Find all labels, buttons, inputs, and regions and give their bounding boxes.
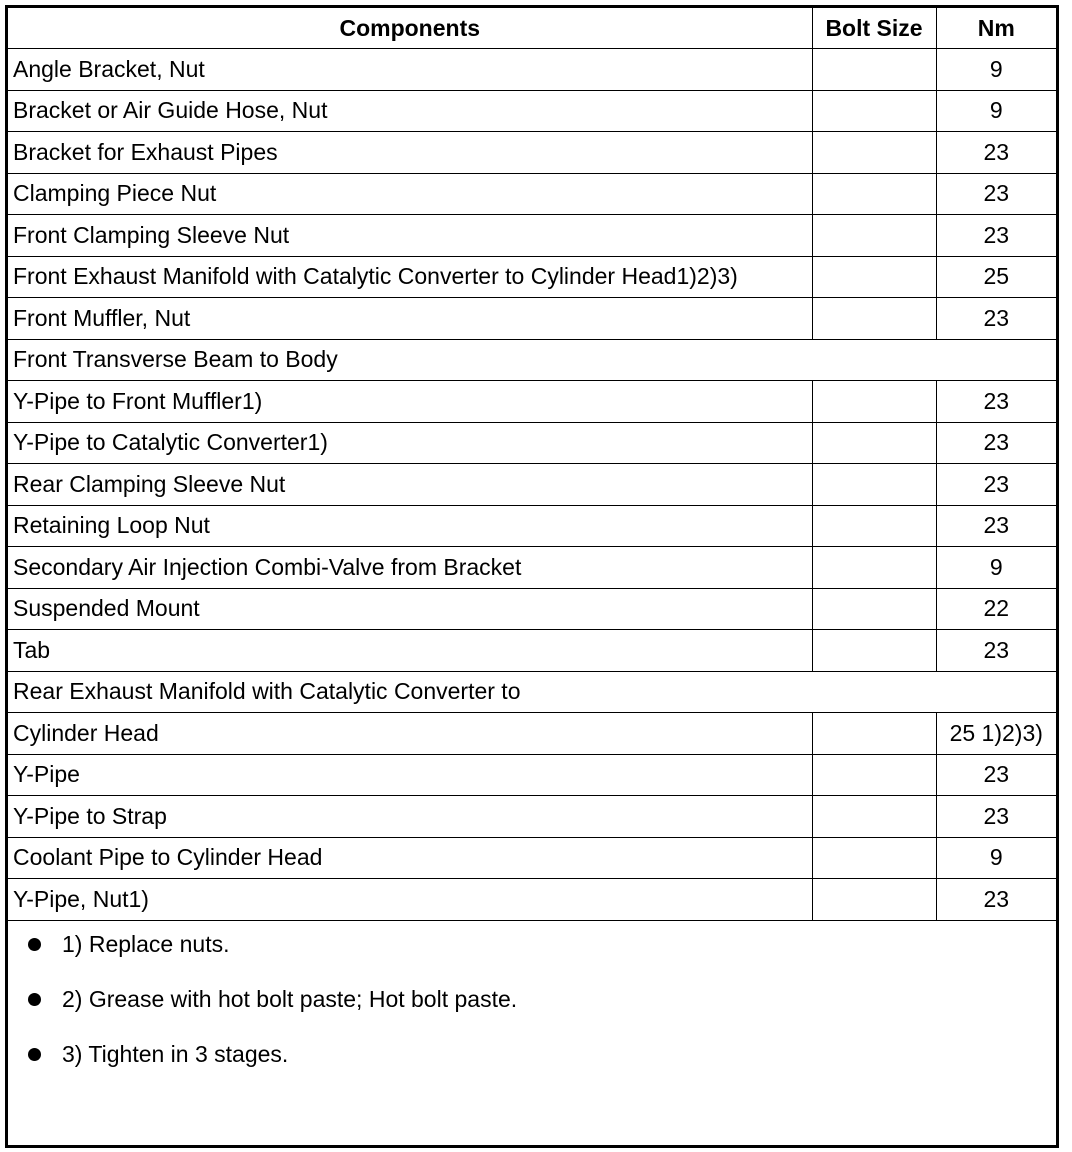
bolt-size-cell [812, 215, 936, 257]
torque-nm-cell: 9 [936, 90, 1056, 132]
component-cell: Y-Pipe to Catalytic Converter1) [8, 422, 812, 464]
torque-nm-cell: 23 [936, 173, 1056, 215]
component-cell: Front Muffler, Nut [8, 298, 812, 340]
component-cell: Bracket for Exhaust Pipes [8, 132, 812, 174]
bolt-size-cell [812, 547, 936, 589]
component-cell: Y-Pipe [8, 754, 812, 796]
bolt-size-cell [812, 256, 936, 298]
torque-nm-cell: 23 [936, 754, 1056, 796]
footnote-text: 3) Tighten in 3 stages. [62, 1040, 289, 1067]
bolt-size-cell [812, 464, 936, 506]
table-row [8, 132, 1056, 174]
table-row [8, 754, 1056, 796]
footnote-text: 2) Grease with hot bolt paste; Hot bolt paste. [62, 985, 518, 1012]
component-cell: Secondary Air Injection Combi-Valve from Bracket [8, 547, 812, 589]
footnote-item [28, 931, 1056, 958]
component-cell: Bracket or Air Guide Hose, Nut [8, 90, 812, 132]
header-nm: Nm [936, 8, 1056, 49]
bolt-size-cell [812, 796, 936, 838]
bolt-size-cell [812, 298, 936, 340]
torque-nm-cell: 23 [936, 505, 1056, 547]
component-cell: Tab [8, 630, 812, 672]
table-row [8, 879, 1056, 921]
footnote-item [28, 1041, 1056, 1068]
table-row [8, 173, 1056, 215]
torque-nm-cell: 23 [936, 464, 1056, 506]
table-row [8, 588, 1056, 630]
component-cell: Coolant Pipe to Cylinder Head [8, 837, 812, 879]
footnote-item [28, 986, 1056, 1013]
torque-nm-cell: 23 [936, 298, 1056, 340]
component-cell: Rear Clamping Sleeve Nut [8, 464, 812, 506]
table-row [8, 90, 1056, 132]
torque-nm-cell: 23 [936, 381, 1056, 423]
table-row [8, 256, 1056, 298]
bullet-icon [28, 993, 41, 1006]
torque-nm-cell: 9 [936, 837, 1056, 879]
torque-nm-cell: 23 [936, 132, 1056, 174]
table-row [8, 713, 1056, 755]
section-row [8, 339, 1056, 381]
torque-nm-cell: 23 [936, 422, 1056, 464]
bolt-size-cell [812, 754, 936, 796]
torque-spec-table [8, 8, 1056, 921]
table-row [8, 381, 1056, 423]
section-heading: Rear Exhaust Manifold with Catalytic Converter to [8, 671, 1056, 713]
bullet-icon [28, 1048, 41, 1061]
table-row [8, 837, 1056, 879]
torque-nm-cell: 22 [936, 588, 1056, 630]
bolt-size-cell [812, 173, 936, 215]
bolt-size-cell [812, 837, 936, 879]
bullet-icon [28, 938, 41, 951]
bolt-size-cell [812, 630, 936, 672]
torque-spec-sheet [5, 5, 1059, 1148]
component-cell: Cylinder Head [8, 713, 812, 755]
torque-nm-cell: 9 [936, 49, 1056, 91]
component-cell: Clamping Piece Nut [8, 173, 812, 215]
component-cell: Suspended Mount [8, 588, 812, 630]
table-body [8, 49, 1056, 921]
torque-nm-cell: 9 [936, 547, 1056, 589]
bolt-size-cell [812, 713, 936, 755]
section-heading: Front Transverse Beam to Body [8, 339, 1056, 381]
header-components: Components [8, 8, 812, 49]
bolt-size-cell [812, 505, 936, 547]
torque-nm-cell: 25 [936, 256, 1056, 298]
footnote-text: 1) Replace nuts. [62, 930, 230, 957]
component-cell: Angle Bracket, Nut [8, 49, 812, 91]
bolt-size-cell [812, 132, 936, 174]
bolt-size-cell [812, 381, 936, 423]
footnotes-list [8, 921, 1056, 1068]
table-row [8, 298, 1056, 340]
component-cell: Y-Pipe, Nut1) [8, 879, 812, 921]
table-row [8, 505, 1056, 547]
bolt-size-cell [812, 588, 936, 630]
table-row [8, 215, 1056, 257]
torque-nm-cell: 23 [936, 879, 1056, 921]
table-row [8, 422, 1056, 464]
component-cell: Y-Pipe to Front Muffler1) [8, 381, 812, 423]
table-row [8, 547, 1056, 589]
torque-nm-cell: 23 [936, 796, 1056, 838]
table-row [8, 49, 1056, 91]
bolt-size-cell [812, 49, 936, 91]
torque-nm-cell: 23 [936, 630, 1056, 672]
torque-nm-cell: 25 1)2)3) [936, 713, 1056, 755]
table-header-row [8, 8, 1056, 49]
component-cell: Front Exhaust Manifold with Catalytic Converter to Cylinder Head1)2)3) [8, 256, 812, 298]
component-cell: Front Clamping Sleeve Nut [8, 215, 812, 257]
table-row [8, 796, 1056, 838]
section-row [8, 671, 1056, 713]
component-cell: Y-Pipe to Strap [8, 796, 812, 838]
table-row [8, 630, 1056, 672]
component-cell: Retaining Loop Nut [8, 505, 812, 547]
torque-nm-cell: 23 [936, 215, 1056, 257]
bolt-size-cell [812, 879, 936, 921]
table-row [8, 464, 1056, 506]
bolt-size-cell [812, 422, 936, 464]
header-bolt-size: Bolt Size [812, 8, 936, 49]
bolt-size-cell [812, 90, 936, 132]
